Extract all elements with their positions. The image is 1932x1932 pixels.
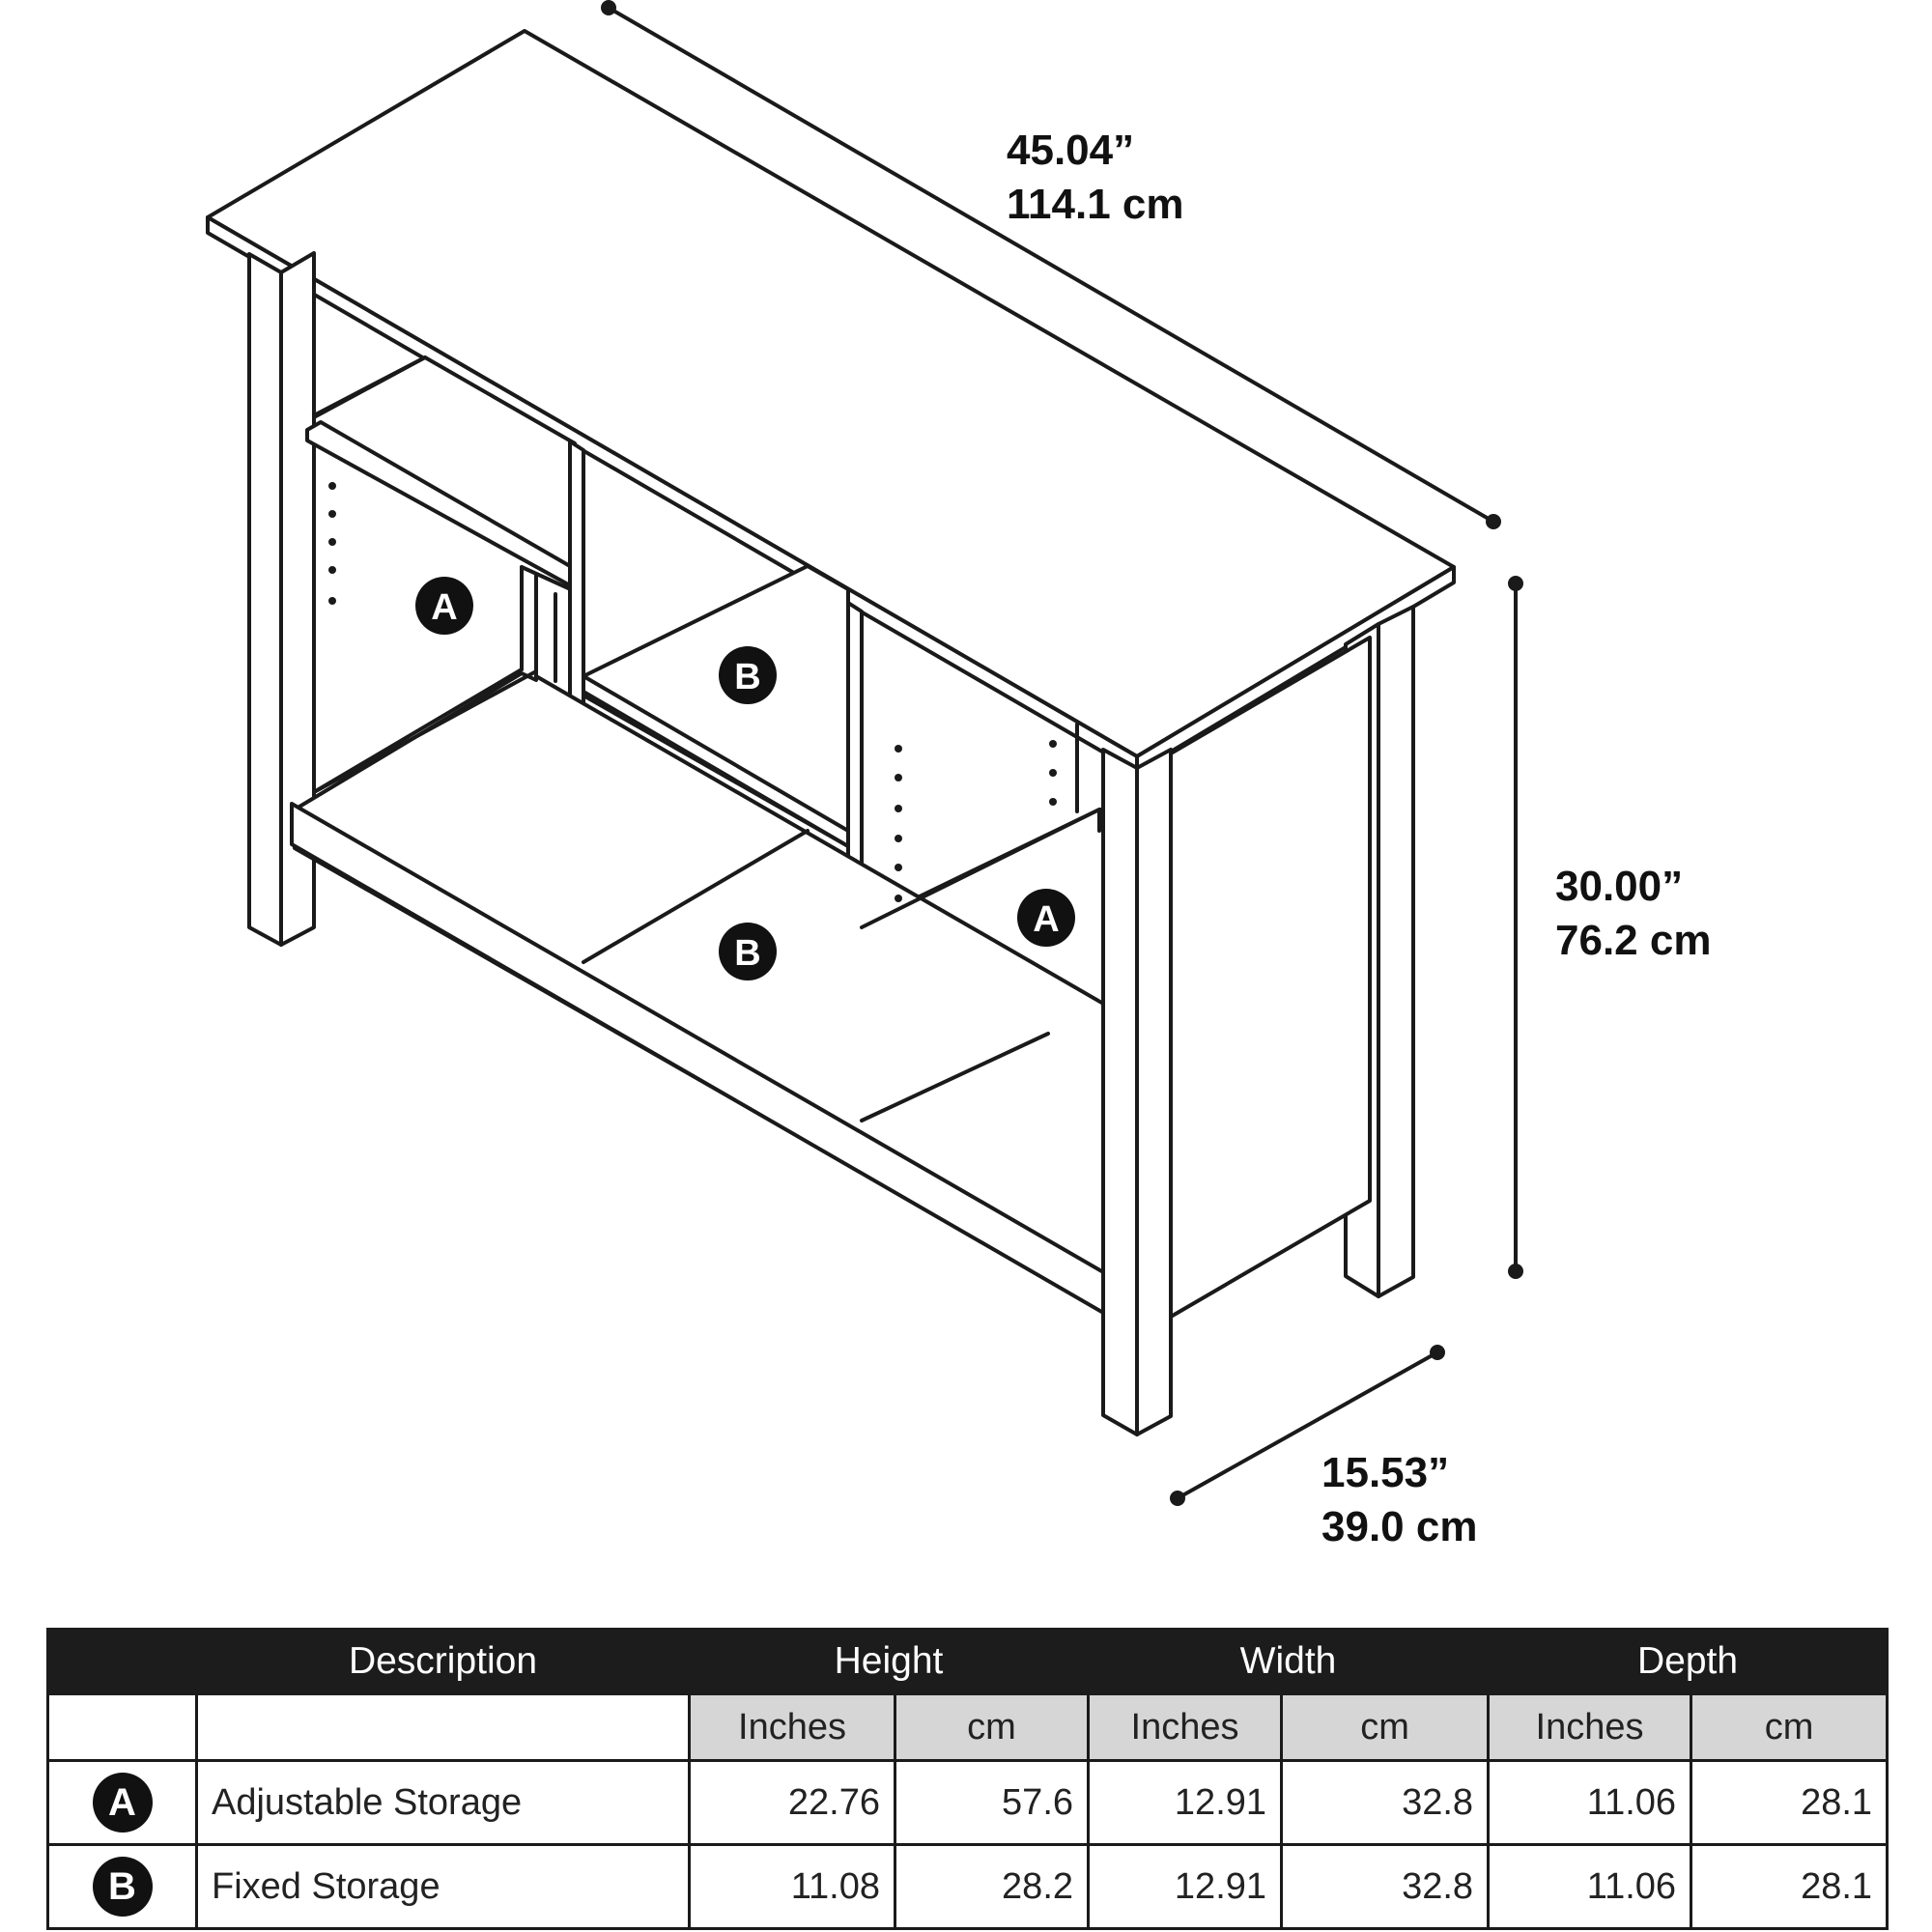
cell-depth-cm: 28.1 — [1691, 1845, 1888, 1929]
table-row — [48, 1761, 1888, 1845]
unit-depth-inches: Inches — [1489, 1694, 1691, 1761]
unit-depth-cm: cm — [1691, 1694, 1888, 1761]
svg-text:B: B — [734, 933, 761, 974]
depth-inches: 15.53” — [1321, 1449, 1450, 1496]
header-depth: Depth — [1489, 1630, 1888, 1694]
callout-b-upper — [719, 646, 777, 704]
unit-width-cm: cm — [1282, 1694, 1489, 1761]
header-height: Height — [690, 1630, 1089, 1694]
cell-depth-cm: 28.1 — [1691, 1761, 1888, 1845]
cell-depth-inches: 11.06 — [1489, 1845, 1691, 1929]
header-width: Width — [1089, 1630, 1489, 1694]
cell-width-cm: 32.8 — [1282, 1761, 1489, 1845]
callout-a-right — [1017, 889, 1075, 947]
svg-text:B: B — [734, 657, 761, 697]
width-dimension-label — [1007, 124, 1184, 232]
height-inches: 30.00” — [1555, 863, 1684, 910]
storage-dimensions-table — [46, 1628, 1889, 1930]
header-key — [48, 1630, 197, 1694]
row-description: Fixed Storage — [197, 1845, 690, 1929]
row-key-badge: A — [93, 1773, 153, 1833]
callout-a-left — [415, 577, 473, 635]
cell-height-inches: 22.76 — [690, 1761, 895, 1845]
cell-width-cm: 32.8 — [1282, 1845, 1489, 1929]
cell-width-inches: 12.91 — [1089, 1845, 1282, 1929]
table-header-row — [48, 1630, 1888, 1694]
height-cm: 76.2 cm — [1555, 917, 1712, 964]
right-side-panel — [1171, 638, 1370, 1317]
table-row — [48, 1845, 1888, 1929]
depth-dimension-label — [1321, 1446, 1477, 1554]
width-cm: 114.1 cm — [1007, 181, 1184, 228]
row-key-badge: B — [93, 1857, 153, 1917]
unit-height-cm: cm — [895, 1694, 1089, 1761]
table-unit-row — [48, 1694, 1888, 1761]
right-front-leg — [1103, 750, 1137, 1435]
cell-height-inches: 11.08 — [690, 1845, 895, 1929]
left-front-leg — [249, 254, 281, 945]
header-description: Description — [197, 1630, 690, 1694]
cell-width-inches: 12.91 — [1089, 1761, 1282, 1845]
svg-text:A: A — [1033, 899, 1060, 940]
unit-width-inches: Inches — [1089, 1694, 1282, 1761]
cell-height-cm: 28.2 — [895, 1845, 1089, 1929]
unit-height-inches: Inches — [690, 1694, 895, 1761]
cell-height-cm: 57.6 — [895, 1761, 1089, 1845]
height-dimension-label — [1555, 860, 1711, 968]
depth-cm: 39.0 cm — [1321, 1503, 1478, 1550]
width-inches: 45.04” — [1007, 127, 1135, 174]
cell-depth-inches: 11.06 — [1489, 1761, 1691, 1845]
svg-text:A: A — [431, 587, 458, 628]
callout-b-lower — [719, 923, 777, 980]
row-description: Adjustable Storage — [197, 1761, 690, 1845]
